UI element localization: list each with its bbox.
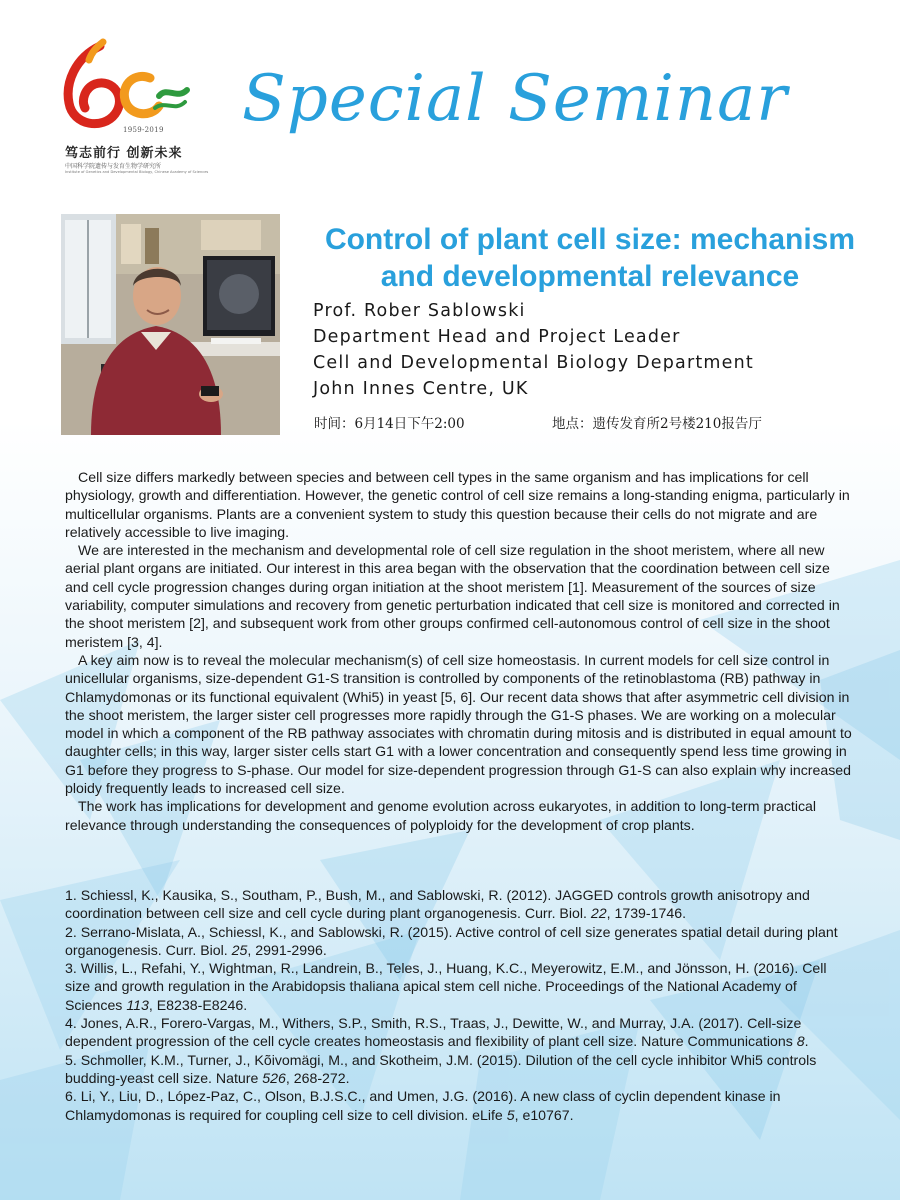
reference-item: 3. Willis, L., Refahi, Y., Wightman, R., Landrein, B., Teles, J., Huang, K.C., Meyerowitz, E.M., and Jönsson, H. (2016). Cell size and growth regulation in the Arabidopsis thaliana apical stem cell niche. Proceedings of the National Academy of Sciences 113, E8238-E8246.: [65, 960, 827, 1013]
speaker-position: Department Head and Project Leader: [313, 327, 681, 347]
reference-item: 1. Schiessl, K., Kausika, S., Southam, P., Bush, M., and Sablowski, R. (2012). JAGGED controls growth anisotropy and coordination between cell size and cell cycle during plant organogenesis. Curr. Biol. 22, 1739-1746.: [65, 887, 810, 922]
speaker-photo: [61, 214, 280, 435]
speaker-info: [313, 298, 873, 402]
speaker-name: Prof. Rober Sablowski: [313, 301, 526, 321]
logo-years: 1959-2019: [123, 126, 164, 134]
abstract-paragraph: Cell size differs markedly between species and between cell types in the same organism and has implications for cell physiology, growth and differentiation. However, the genetic control of cell size remains a long-standing enigma, particularly in multicellular organisms. Plants are a convenient system to study this question because their cells do not migrate and are relatively accessible to live imaging.: [65, 469, 850, 540]
speaker-institution: John Innes Centre, UK: [313, 379, 529, 399]
logo-institute-english: Institute of Genetics and Developmental Biology, Chinese Academy of Sciences: [65, 170, 209, 174]
abstract-paragraph: The work has implications for development and genome evolution across eukaryotes, in addition to long-term practical relevance through understanding the consequences of polyploidy for the development of crop plants.: [65, 798, 817, 833]
speaker-department: Cell and Developmental Biology Department: [313, 353, 754, 373]
references: [65, 886, 855, 1124]
reference-item: 6. Li, Y., Liu, D., López-Paz, C., Olson, B.J.S.C., and Umen, J.G. (2016). A new class of cyclin dependent kinase in Chlamydomonas is required for coupling cell size to cell division. eLife 5, e10767.: [65, 1088, 781, 1123]
reference-item: 2. Serrano-Mislata, A., Schiessl, K., and Sablowski, R. (2015). Active control of cell size generates spatial detail during plant organogenesis. Curr. Biol. 25, 2991-2996.: [65, 923, 838, 958]
seminar-time: 时间：6月14日下午2:00: [314, 416, 465, 432]
abstract-paragraph: A key aim now is to reveal the molecular mechanism(s) of cell size homeostasis. In current models for cell size control in unicellular organisms, size-dependent G1-S transition is controlled by components of the retinoblastoma (RB) pathway in Chlamydomonas or its functional equivalent (Whi5) in yeast [5, 6]. Our recent data shows that after asymmetric cell division in the shoot meristem, the larger sister cell progresses more rapidly through the G1-S phases. We are working on a molecular model in which a component of the RB pathway associates with chromatin during mitosis and is distributed in equal amount to daughter cells; in this way, larger sister cells start G1 with a lower concentration and consequently spend less time growing in G1 before they progress to S-phase. Our model for size-dependent progression through G1-S can also explain why increased ploidy frequently leads to increased cell size.: [65, 651, 852, 797]
abstract: [65, 468, 855, 834]
logo-institute-chinese: 中国科学院遗传与发育生物学研究所: [65, 163, 162, 170]
time-place: [314, 412, 874, 432]
talk-title: Control of plant cell size: mechanism and developmental relevance: [324, 223, 856, 293]
institute-60th-anniversary-logo: [55, 38, 209, 188]
reference-item: 5. Schmoller, K.M., Turner, J., Kõivomägi, M., and Skotheim, J.M. (2015). Dilution of the cell cycle inhibitor Whi5 controls budding-yeast cell size. Nature 526, 268-272.: [65, 1051, 817, 1086]
page-title: Special Seminar: [242, 62, 788, 136]
abstract-paragraph: We are interested in the mechanism and developmental role of cell size regulation in the shoot meristem, where all new aerial plant organs are initiated. Our interest in this area began with the observation that the coordination between cell size and cell cycle progression changes during organ initiation at the shoot meristem [1]. Measurement of the sources of size variability, computer simulations and recovery from genetic perturbation indicated that cell size is monitored and corrected in the shoot meristem [2], and subsequent work from other groups confirmed cell-autonomous control of cell size in the shoot meristem [3, 4].: [65, 542, 840, 650]
seminar-location: 地点：遗传发育所2号楼210报告厅: [552, 416, 762, 432]
speaker-portrait-illustration: [61, 214, 280, 435]
logo-motto: 笃志前行 创新未来: [65, 146, 183, 161]
reference-item: 4. Jones, A.R., Forero-Vargas, M., Withers, S.P., Smith, R.S., Traas, J., Dewitte, W., and Murray, J.A. (2017). Cell-size dependent progression of the cell cycle creates homeostasis and flexibility of plant cell size. Nature Communications 8.: [65, 1015, 809, 1050]
anniversary-60-emblem-icon: [55, 38, 205, 138]
